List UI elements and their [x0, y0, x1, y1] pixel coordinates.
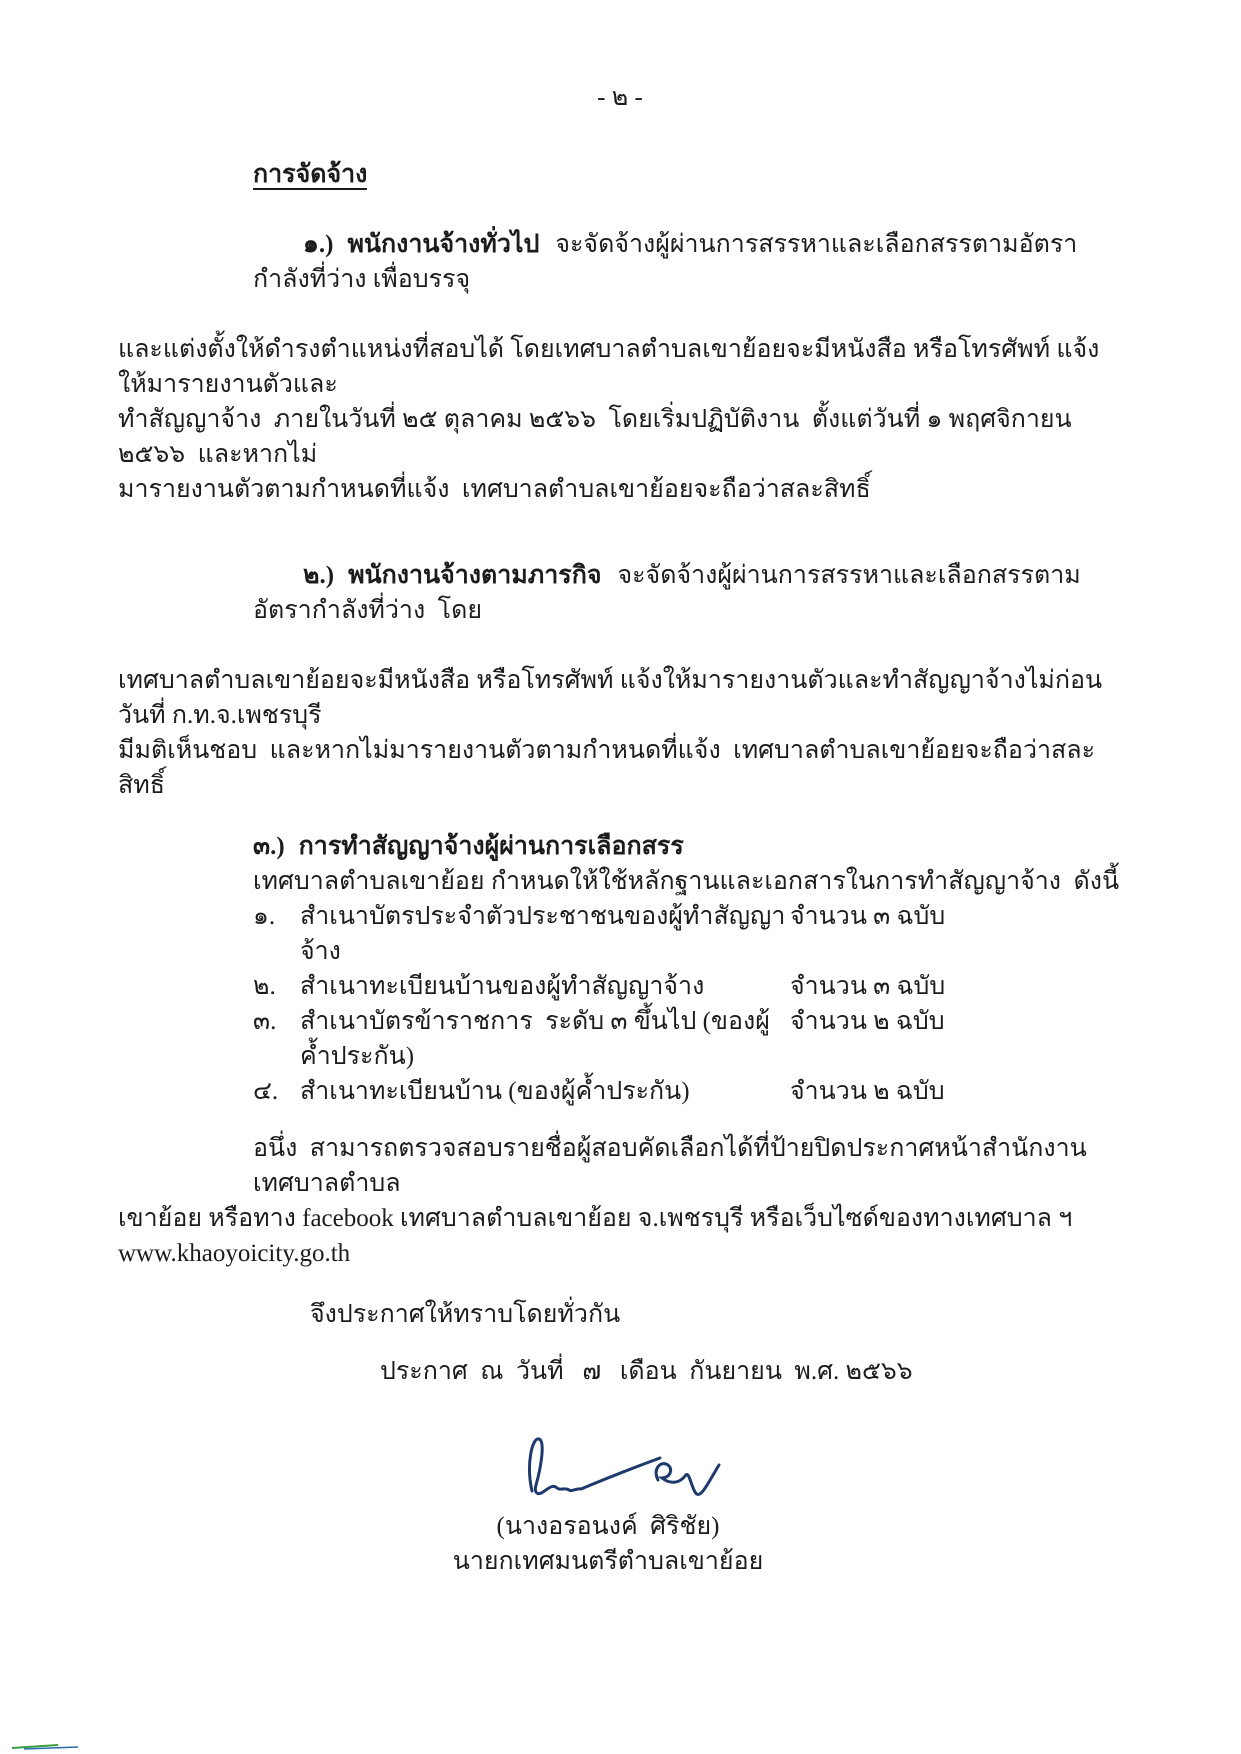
list-item — [118, 1074, 1122, 1109]
signature-block — [398, 1425, 818, 1579]
paragraph-2-line-3: มีมติเห็นชอบ และหากไม่มารายงานตัวตามกำหนดที่แจ้ง เทศบาลตำบลเขาย้อยจะถือว่าสละสิทธิ์ — [118, 737, 1096, 799]
signature-title: นายกเทศมนตรีตำบลเขาย้อย — [452, 1548, 764, 1575]
paragraph-2-line-1: จะจัดจ้างผู้ผ่านการสรรหาและเลือกสรรตามอัตรากำลังที่ว่าง โดย — [253, 562, 1081, 624]
scan-artifact-mark — [10, 1740, 80, 1750]
paragraph-2-lead: พนักงานจ้างตามภารกิจ — [348, 562, 602, 589]
note-line-2: เขาย้อย หรือทาง facebook เทศบาลตำบลเขาย้อย จ.เพชรบุรี หรือเว็บไซด์ของทางเทศบาล ฯ — [118, 1205, 1073, 1232]
section-3-intro: เทศบาลตำบลเขาย้อย กำหนดให้ใช้หลักฐานและเอกสารในการทำสัญญาจ้าง ดังนี้ — [253, 868, 1120, 895]
signature-ink — [508, 1425, 728, 1513]
page-number: - ๒ - — [597, 84, 643, 111]
item-number: ๑. — [253, 903, 276, 930]
item-count: จำนวน ๓ ฉบับ — [790, 973, 946, 1000]
item-number: ๒. — [253, 973, 276, 1000]
item-number: ๓. — [253, 1008, 277, 1035]
section-heading-text: การจัดจ้าง — [253, 161, 368, 188]
paragraph-2 — [118, 523, 1122, 803]
paragraph-2-number: ๒.) — [303, 562, 335, 589]
list-item — [118, 899, 1122, 969]
paragraph-line — [118, 192, 1122, 332]
paragraph-1-line-3: ทำสัญญาจ้าง ภายในวันที่ ๒๕ ตุลาคม ๒๕๖๖ โดยเริ่มปฏิบัติงาน ตั้งแต่วันที่ ๑ พฤศจิกายน ๒๕๖๖ และหากไม่ — [118, 406, 1078, 468]
list-item — [118, 969, 1122, 1004]
list-item — [118, 1004, 1122, 1074]
signature-name: (นางอรอนงค์ ศิริชัย) — [496, 1513, 720, 1540]
item-label: สำเนาบัตรประจำตัวประชาชนของผู้ทำสัญญาจ้าง — [300, 903, 786, 965]
item-label: สำเนาทะเบียนบ้าน (ของผู้ค้ำประกัน) — [300, 1078, 690, 1105]
section-3-heading — [118, 829, 1122, 864]
paragraph-1-line-2: และแต่งตั้งให้ดำรงตำแหน่งที่สอบได้ โดยเทศบาลตำบลเขาย้อยจะมีหนังสือ หรือโทรศัพท์ แจ้งให้มารายงานตัวและ — [118, 336, 1100, 398]
paragraph-1-lead: พนักงานจ้างทั่วไป — [347, 231, 540, 258]
closing-statement: จึงประกาศให้ทราบโดยทั่วกัน — [310, 1301, 621, 1328]
paragraph-line — [118, 523, 1122, 663]
item-count: จำนวน ๒ ฉบับ — [790, 1078, 945, 1105]
paragraph-1-line-4: มารายงานตัวตามกำหนดที่แจ้ง เทศบาลตำบลเขาย้อยจะถือว่าสละสิทธิ์ — [118, 476, 871, 503]
item-count: จำนวน ๓ ฉบับ — [790, 903, 946, 930]
section-3 — [118, 829, 1122, 1109]
date-line: ประกาศ ณ วันที่ ๗ เดือน กันยายน พ.ศ. ๒๕๖๖ — [380, 1358, 913, 1385]
item-number: ๔. — [253, 1078, 279, 1105]
section-heading — [118, 157, 1122, 192]
section-3-heading-text: การทำสัญญาจ้างผู้ผ่านการเลือกสรร — [298, 833, 684, 860]
paragraph-1 — [118, 192, 1122, 507]
paragraph-1-number: ๑.) — [303, 231, 334, 258]
section-3-number: ๓.) — [253, 833, 285, 860]
note-paragraph — [118, 1131, 1122, 1271]
item-label: สำเนาบัตรข้าราชการ ระดับ ๓ ขึ้นไป (ของผู้ค้ำประกัน) — [300, 1008, 770, 1070]
note-line-1: อนึ่ง สามารถตรวจสอบรายชื่อผู้สอบคัดเลือกได้ที่ป้ายปิดประกาศหน้าสำนักงานเทศบาลตำบล — [253, 1135, 1087, 1197]
paragraph-2-line-2: เทศบาลตำบลเขาย้อยจะมีหนังสือ หรือโทรศัพท์ แจ้งให้มารายงานตัวและทำสัญญาจ้างไม่ก่อนวันที่ ก.ท.จ.เพชรบุรี — [118, 667, 1103, 729]
paragraph-1-line-1: จะจัดจ้างผู้ผ่านการสรรหาและเลือกสรรตามอัตรากำลังที่ว่าง เพื่อบรรจุ — [253, 231, 1078, 293]
item-count: จำนวน ๒ ฉบับ — [790, 1008, 945, 1035]
website-url: www.khaoyoicity.go.th — [118, 1240, 351, 1267]
item-label: สำเนาทะเบียนบ้านของผู้ทำสัญญาจ้าง — [300, 973, 705, 1000]
document-content — [118, 80, 1122, 1579]
